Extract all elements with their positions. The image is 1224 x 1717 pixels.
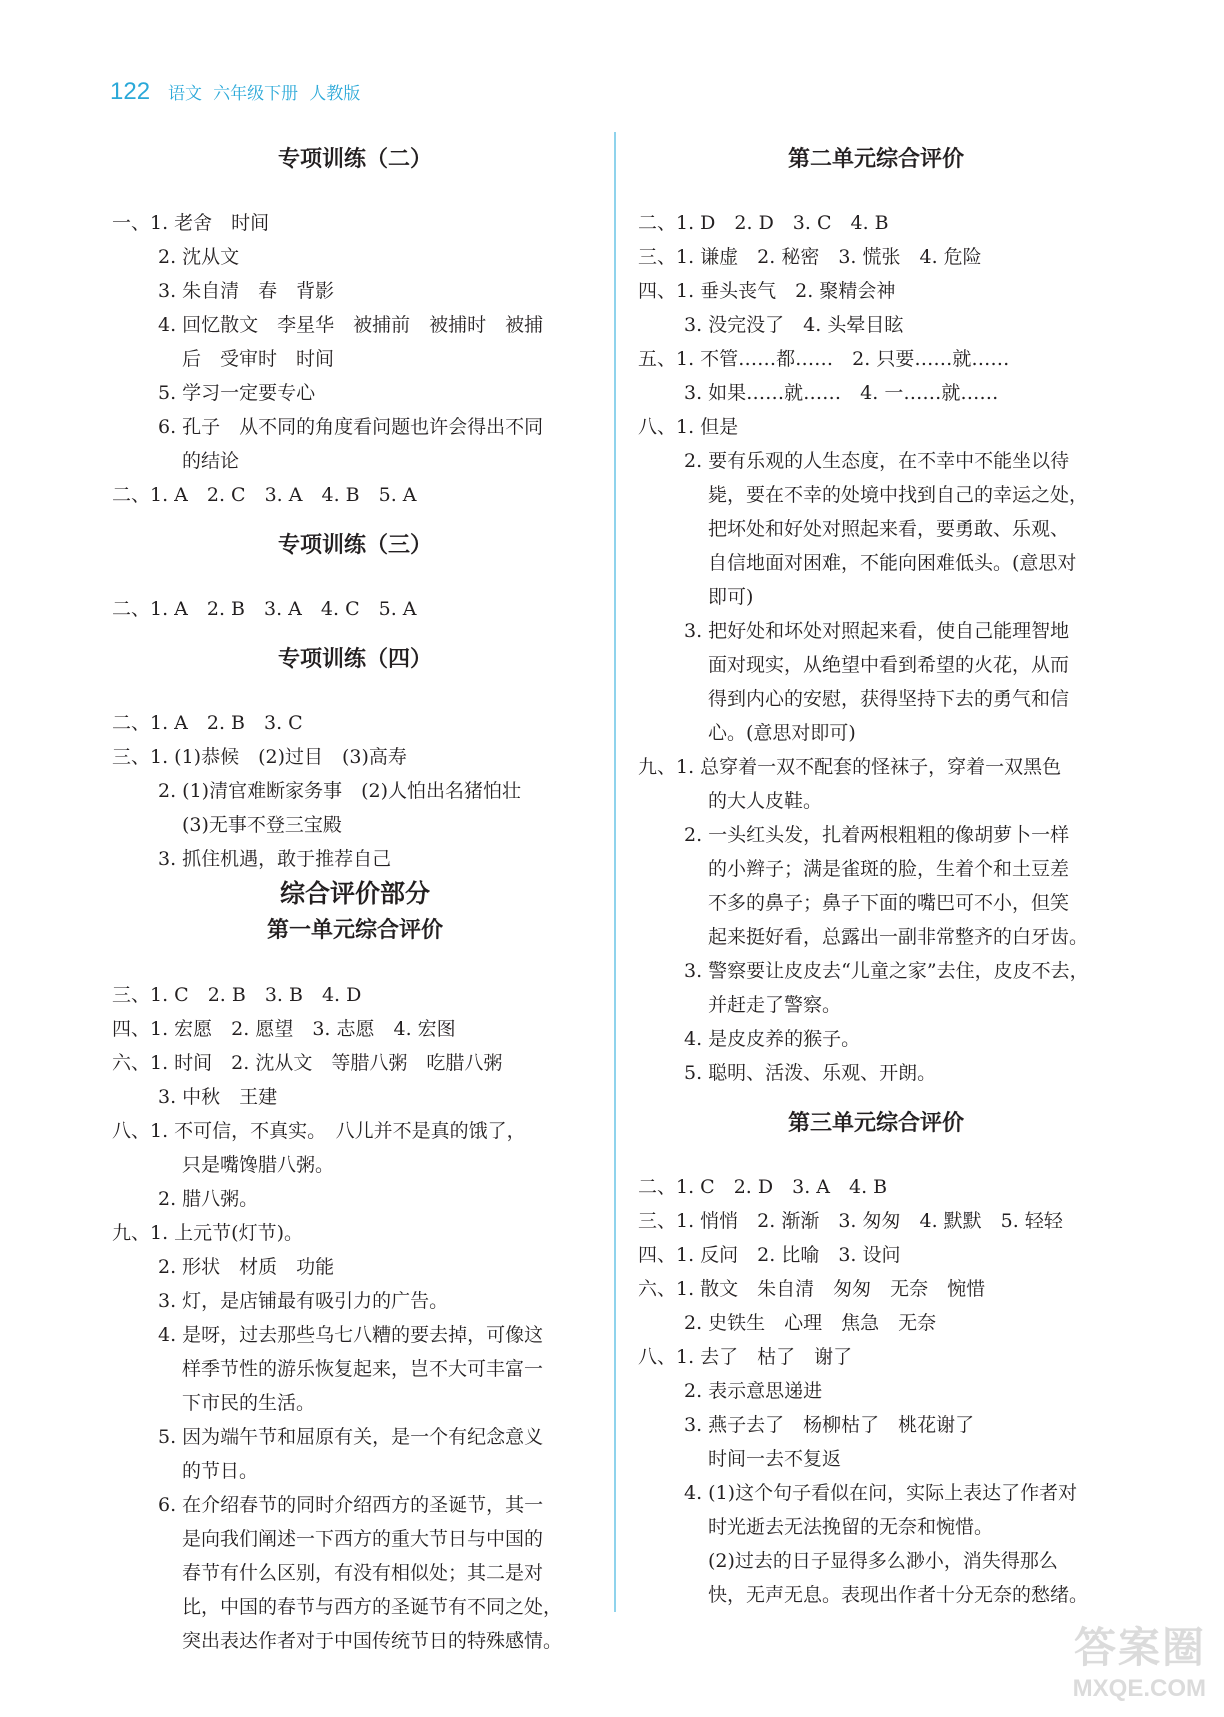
answer-line: 4. (1)这个句子看似在问，实际上表达了作者对 [684, 1482, 1078, 1504]
answer-line: 比，中国的春节与西方的圣诞节有不同之处， [182, 1596, 563, 1618]
answer-line: 春节有什么区别，有没有相似处；其二是对 [182, 1562, 544, 1584]
answer-line: 后 受审时 时间 [182, 348, 335, 370]
answer-line: 突出表达作者对于中国传统节日的特殊感情。 [182, 1630, 563, 1652]
spacer [112, 512, 598, 526]
answer-line: 4. 是皮皮养的猴子。 [684, 1028, 861, 1050]
answer-line: 二、1. A 2. C 3. A 4. B 5. A [112, 484, 417, 506]
answer-line: 6. 在介绍春节的同时介绍西方的圣诞节，其一 [158, 1494, 544, 1516]
watermark-url: MXQE.COM [1072, 1675, 1206, 1702]
answer-line: 四、1. 宏愿 2. 愿望 3. 志愿 4. 宏图 [112, 1018, 456, 1040]
answer-line: 6. 孔子 从不同的角度看问题也许会得出不同 [158, 416, 544, 438]
page-header [110, 78, 366, 106]
answer-line: 时间一去不复返 [708, 1448, 842, 1470]
answer-line: 自信地面对困难，不能向困难低头。(意思对 [708, 552, 1077, 574]
watermark-text: 答案圈 [1073, 1623, 1206, 1672]
answer-line: 四、1. 反问 2. 比喻 3. 设问 [638, 1244, 901, 1266]
answer-line: 三、1. C 2. B 3. B 4. D [112, 984, 362, 1006]
left-column [112, 140, 598, 1658]
answer-line: 只是嘴馋腊八粥。 [182, 1154, 335, 1176]
answer-line: 六、1. 时间 2. 沈从文 等腊八粥 吃腊八粥 [112, 1052, 503, 1074]
answer-line: 3. 警察要让皮皮去“儿童之家”去住，皮皮不去， [684, 960, 1089, 982]
right-column [638, 140, 1114, 1612]
answer-line: 把坏处和好处对照起来看，要勇敢、乐观、 [708, 518, 1070, 540]
answer-line: 三、1. 谦虚 2. 秘密 3. 慌张 4. 危险 [638, 246, 982, 268]
part-title: 综合评价部分 [279, 879, 430, 908]
header-grade: 六年级下册 [213, 84, 299, 104]
answer-line: 起来挺好看，总露出一副非常整齐的白牙齿。 [708, 926, 1089, 948]
answer-line: 三、1. (1)恭候 (2)过目 (3)高寿 [112, 746, 407, 768]
section-title: 第二单元综合评价 [787, 147, 964, 172]
section-title: 专项训练（二） [277, 147, 432, 172]
answer-line: 二、1. A 2. B 3. A 4. C 5. A [112, 598, 417, 620]
answer-line: 九、1. 上元节(灯节)。 [112, 1222, 303, 1244]
answer-line: 的大人皮鞋。 [708, 790, 823, 812]
answer-line: 八、1. 不可信，不真实。 八儿并不是真的饿了， [112, 1120, 526, 1142]
spacer [112, 626, 598, 640]
answer-line: 的小辫子；满是雀斑的脸，生着个和土豆差 [708, 858, 1070, 880]
answer-line: 八、1. 去了 枯了 谢了 [638, 1346, 853, 1368]
answer-line: 3. 燕子去了 杨柳枯了 桃花谢了 [684, 1414, 975, 1436]
answer-line: 4. 是呀，过去那些乌七八糟的要去掉，可像这 [158, 1324, 544, 1346]
answer-line: 3. 如果……就…… 4. 一……就…… [684, 382, 999, 404]
column-divider [614, 132, 616, 1612]
answer-line: 四、1. 垂头丧气 2. 聚精会神 [638, 280, 896, 302]
answer-line: 三、1. 悄悄 2. 渐渐 3. 匆匆 4. 默默 5. 轻轻 [638, 1210, 1063, 1232]
answer-line: 一、1. 老舍 时间 [112, 212, 270, 234]
answer-line: (3)无事不登三宝殿 [182, 814, 342, 836]
answer-line: 是向我们阐述一下西方的重大节日与中国的 [182, 1528, 544, 1550]
section-title: 第一单元综合评价 [266, 918, 443, 943]
answer-line: 4. 回忆散文 李星华 被捕前 被捕时 被捕 [158, 314, 544, 336]
answer-line: 3. 抓住机遇，敢于推荐自己 [158, 848, 392, 870]
page-number: 122 [110, 78, 151, 105]
answer-line: 六、1. 散文 朱自清 匆匆 无奈 惋惜 [638, 1278, 986, 1300]
section-title: 第三单元综合评价 [787, 1111, 964, 1136]
answer-line: 下市民的生活。 [182, 1392, 316, 1414]
answer-line: 八、1. 但是 [638, 416, 739, 438]
section-title: 专项训练（四） [277, 647, 432, 672]
answer-line: 5. 因为端午节和屈原有关，是一个有纪念意义 [158, 1426, 544, 1448]
answer-line: 2. 要有乐观的人生态度，在不幸中不能坐以待 [684, 450, 1070, 472]
header-subject: 语文 [168, 84, 203, 104]
answer-line: 得到内心的安慰，获得坚持下去的勇气和信 [708, 688, 1070, 710]
answer-line: 3. 把好处和坏处对照起来看，使自己能理智地 [684, 620, 1070, 642]
answer-line: 九、1. 总穿着一双不配套的怪袜子，穿着一双黑色 [638, 756, 1062, 778]
answer-line: 快，无声无息。表现出作者十分无奈的愁绪。 [708, 1584, 1089, 1606]
spacer [638, 1090, 1114, 1104]
answer-line: 不多的鼻子；鼻子下面的嘴巴可不小，但笑 [708, 892, 1070, 914]
answer-line: 3. 没完没了 4. 头晕目眩 [684, 314, 904, 336]
answer-line: 五、1. 不管……都…… 2. 只要……就…… [638, 348, 1010, 370]
answer-line: 2. 一头红头发，扎着两根粗粗的像胡萝卜一样 [684, 824, 1070, 846]
answer-line: 3. 朱自清 春 背影 [158, 280, 335, 302]
watermark-logo [1073, 1615, 1206, 1703]
answer-line: 毙，要在不幸的处境中找到自己的幸运之处， [708, 484, 1089, 506]
answer-line: 心。(意思对即可) [708, 722, 856, 744]
answer-line: 3. 中秋 王建 [158, 1086, 278, 1108]
answer-line: 二、1. C 2. D 3. A 4. B [638, 1176, 888, 1198]
section-title: 专项训练（三） [277, 533, 432, 558]
header-edition: 人教版 [309, 84, 361, 104]
answer-line: 样季节性的游乐恢复起来，岂不大可丰富一 [182, 1358, 544, 1380]
answer-line: 5. 聪明、活泼、乐观、开朗。 [684, 1062, 937, 1084]
answer-line: 3. 灯，是店铺最有吸引力的广告。 [158, 1290, 449, 1312]
answer-line: 5. 学习一定要专心 [158, 382, 316, 404]
answer-line: 2. (1)清官难断家务事 (2)人怕出名猪怕壮 [158, 780, 521, 802]
answer-line: 2. 形状 材质 功能 [158, 1256, 335, 1278]
answer-line: 2. 史铁生 心理 焦急 无奈 [684, 1312, 937, 1334]
answer-line: 时光逝去无法挽留的无奈和惋惜。 [708, 1516, 994, 1538]
answer-line: (2)过去的日子显得多么渺小，消失得那么 [708, 1550, 1058, 1572]
answer-line: 二、1. A 2. B 3. C [112, 712, 303, 734]
answer-line: 二、1. D 2. D 3. C 4. B [638, 212, 889, 234]
answer-line: 2. 腊八粥。 [158, 1188, 259, 1210]
answer-line: 2. 表示意思递进 [684, 1380, 823, 1402]
answer-line: 2. 沈从文 [158, 246, 240, 268]
answer-line: 的结论 [182, 450, 240, 472]
answer-line: 的节日。 [182, 1460, 259, 1482]
answer-line: 面对现实，从绝望中看到希望的火花，从而 [708, 654, 1070, 676]
answer-line: 即可) [708, 586, 754, 608]
answer-line: 并赶走了警察。 [708, 994, 842, 1016]
